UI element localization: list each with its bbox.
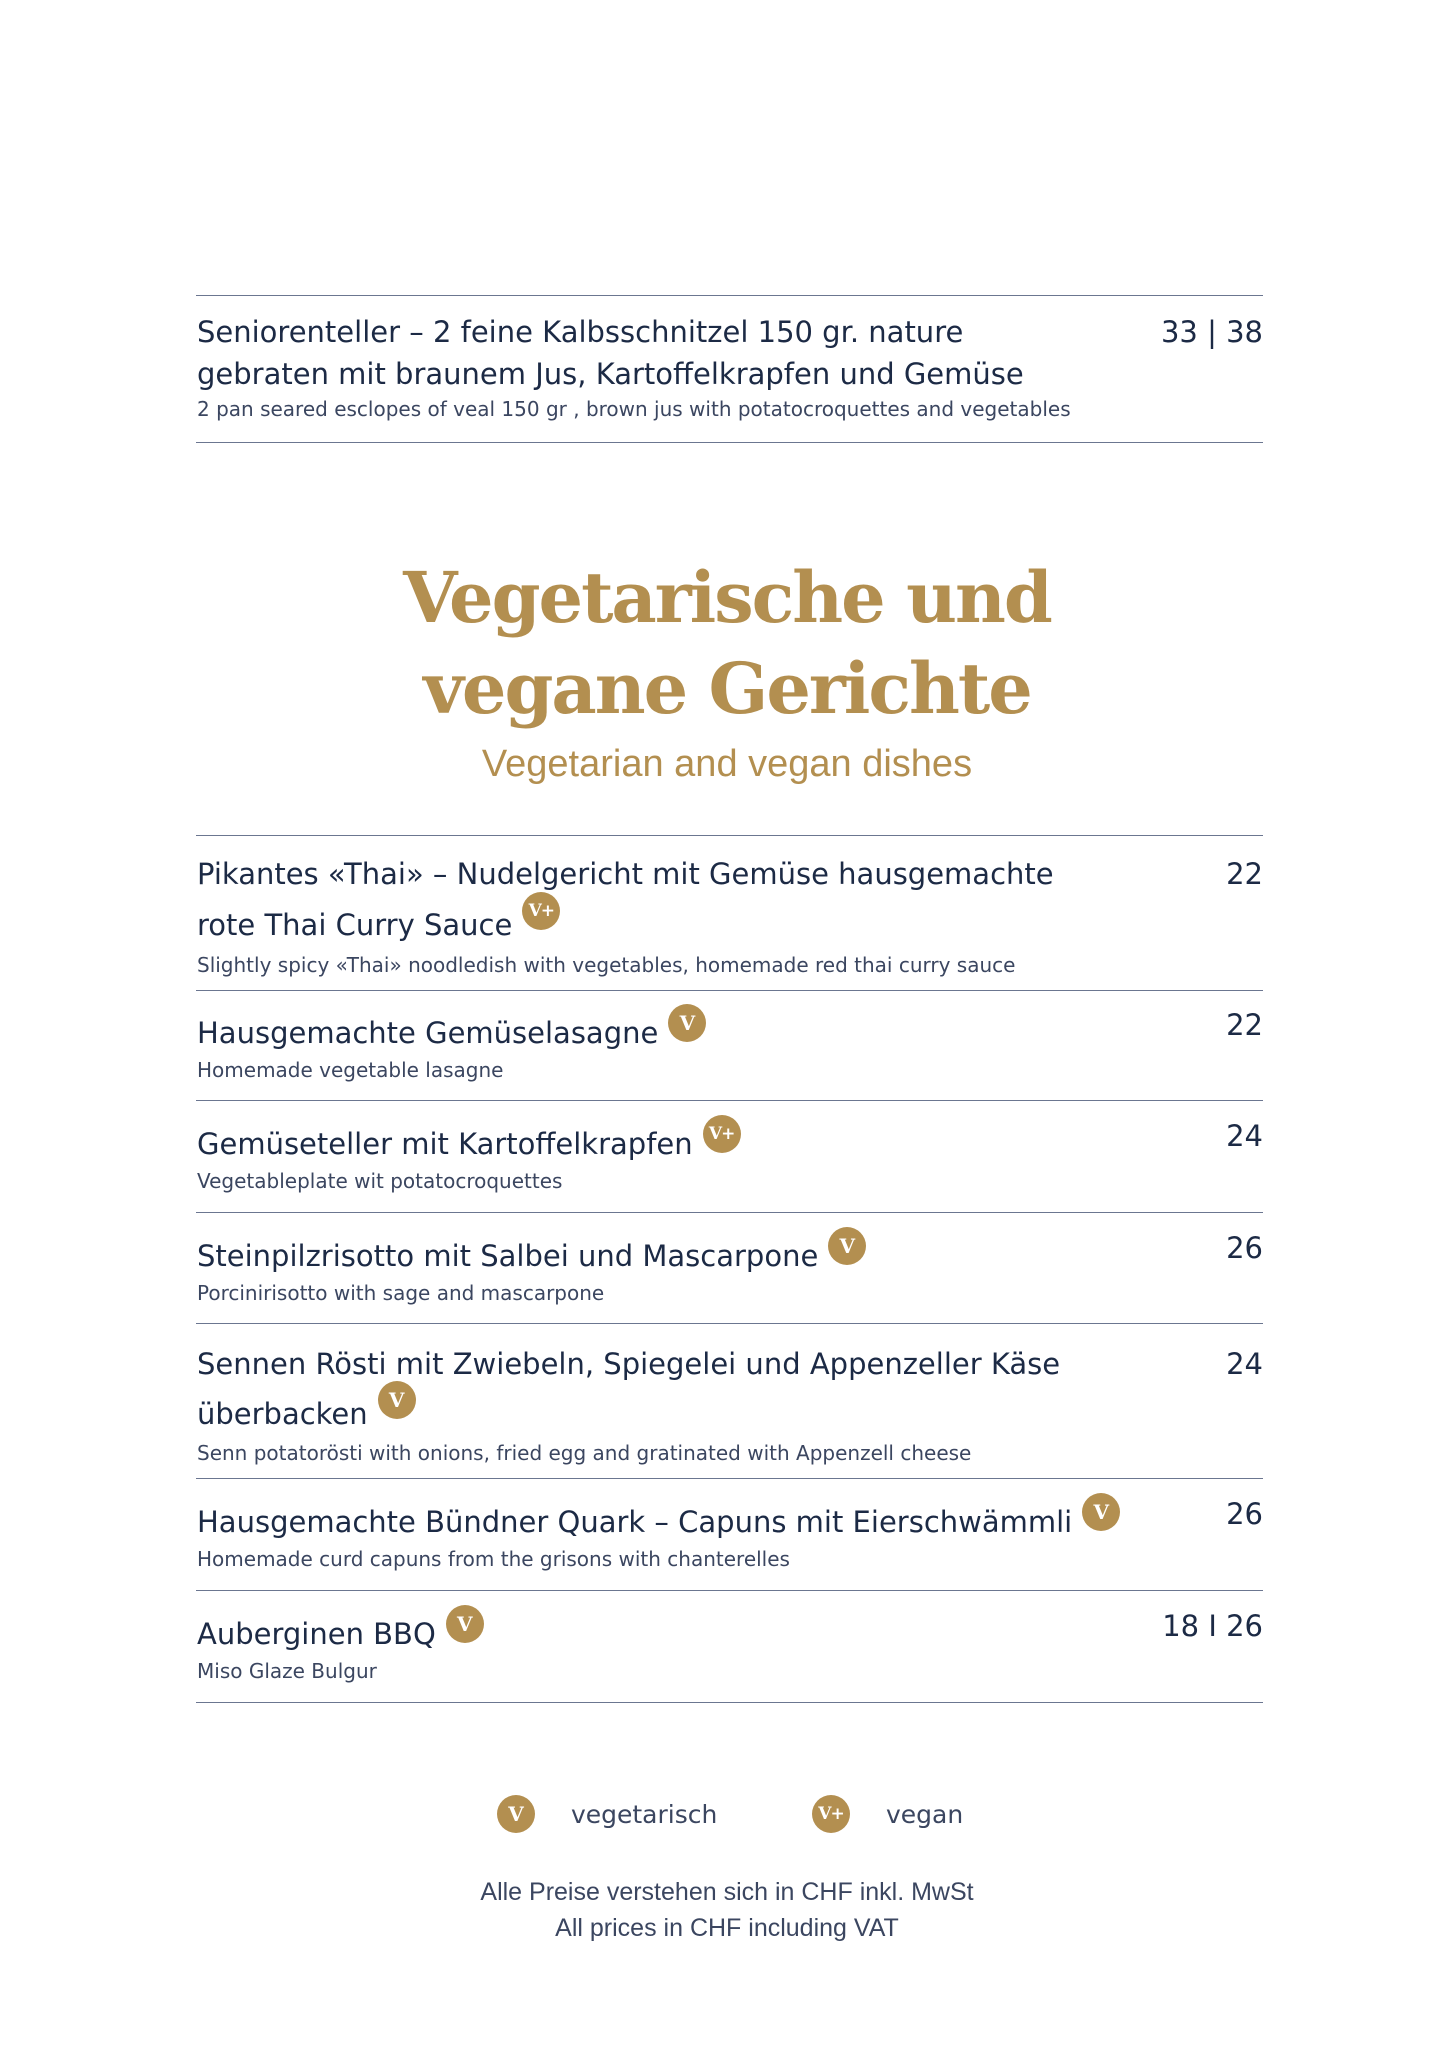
item-title-text: Auberginen BBQ bbox=[197, 1617, 436, 1651]
item-price: 18 I 26 bbox=[1162, 1609, 1263, 1643]
item-title-text: Steinpilzrisotto mit Salbei und Mascarpone bbox=[197, 1239, 819, 1273]
item-subtitle: Homemade curd capuns from the grisons with chanterelles bbox=[197, 1547, 790, 1571]
legend-vegetarian bbox=[497, 1795, 717, 1835]
item-title-text: Hausgemachte Gemüselasagne bbox=[197, 1016, 659, 1050]
item-subtitle: Slightly spicy «Thai» noodledish with vegetables, homemade red thai curry sauce bbox=[197, 953, 1016, 977]
menu-item-lasagne bbox=[197, 1008, 1263, 1084]
item-title bbox=[197, 1235, 1127, 1277]
divider bbox=[196, 1100, 1263, 1101]
item-price: 24 bbox=[1226, 1119, 1263, 1153]
menu-item-senior bbox=[197, 311, 1263, 423]
divider bbox=[196, 1478, 1263, 1479]
price-note-en: All prices in CHF including VAT bbox=[555, 1914, 899, 1942]
divider bbox=[196, 1702, 1263, 1703]
item-title bbox=[197, 849, 1117, 951]
menu-item-vegetable-plate bbox=[197, 1119, 1263, 1195]
item-price: 22 bbox=[1226, 857, 1263, 891]
item-subtitle: Senn potatorösti with onions, fried egg and gratinated with Appenzell cheese bbox=[197, 1441, 972, 1465]
item-price: 24 bbox=[1226, 1347, 1263, 1381]
item-title bbox=[197, 1613, 1127, 1655]
item-price: 26 bbox=[1226, 1497, 1263, 1531]
vegetarian-icon: V bbox=[1082, 1493, 1120, 1531]
divider bbox=[196, 1590, 1263, 1591]
item-title-text: Hausgemachte Bündner Quark – Capuns mit Eierschwämmli bbox=[197, 1505, 1073, 1539]
divider bbox=[196, 295, 1263, 296]
menu-item-capuns bbox=[197, 1497, 1263, 1573]
vegetarian-icon: V bbox=[446, 1605, 484, 1643]
divider bbox=[196, 1323, 1263, 1324]
item-title bbox=[197, 1012, 1127, 1054]
divider bbox=[196, 990, 1263, 991]
vegan-icon: V+ bbox=[703, 1115, 741, 1153]
item-subtitle: Homemade vegetable lasagne bbox=[197, 1058, 504, 1082]
divider bbox=[196, 1212, 1263, 1213]
divider bbox=[196, 835, 1263, 836]
item-price: 22 bbox=[1226, 1008, 1263, 1042]
legend-label: vegetarisch bbox=[570, 1800, 718, 1829]
item-title-text: Gemüseteller mit Kartoffelkrapfen bbox=[197, 1127, 693, 1161]
item-title bbox=[197, 1501, 1127, 1543]
vegetarian-icon: V bbox=[378, 1381, 416, 1419]
legend-vegan bbox=[812, 1795, 963, 1835]
divider bbox=[196, 442, 1263, 443]
item-subtitle: Vegetableplate wit potatocroquettes bbox=[197, 1169, 563, 1193]
vegetarian-icon: V bbox=[668, 1004, 706, 1042]
item-price: 26 bbox=[1226, 1231, 1263, 1265]
item-title bbox=[197, 1339, 1097, 1439]
item-title: Seniorenteller – 2 feine Kalbsschnitzel 150 gr. nature gebraten mit braunem Jus, Kartoffelkrapfen und Gemüse bbox=[197, 315, 1024, 391]
item-subtitle: Miso Glaze Bulgur bbox=[197, 1659, 377, 1683]
item-price: 33 | 38 bbox=[1160, 315, 1263, 349]
price-note-de: Alle Preise verstehen sich in CHF inkl. MwSt bbox=[480, 1878, 974, 1906]
menu-item-aubergine bbox=[197, 1609, 1263, 1685]
section-heading-line2: vegane Gerichte bbox=[423, 647, 1031, 730]
item-title bbox=[197, 1123, 1127, 1165]
vegetarian-icon: V bbox=[497, 1795, 535, 1833]
vegetarian-icon: V bbox=[828, 1227, 866, 1265]
menu-item-roesti bbox=[197, 1339, 1263, 1467]
legend-label: vegan bbox=[885, 1800, 964, 1829]
vegan-icon: V+ bbox=[812, 1795, 850, 1833]
menu-item-risotto bbox=[197, 1231, 1263, 1307]
item-title-text: Pikantes «Thai» – Nudelgericht mit Gemüse hausgemachte rote Thai Curry Sauce bbox=[197, 857, 1054, 942]
vegan-icon: V+ bbox=[522, 892, 560, 930]
item-subtitle: 2 pan seared esclopes of veal 150 gr , brown jus with potatocroquettes and vegetables bbox=[197, 397, 1071, 421]
section-subheading: Vegetarian and vegan dishes bbox=[481, 743, 973, 785]
item-subtitle: Porcinirisotto with sage and mascarpone bbox=[197, 1281, 605, 1305]
section-heading-line1: Vegetarische und bbox=[403, 556, 1051, 639]
menu-item-thai bbox=[197, 849, 1263, 979]
item-title-text: Sennen Rösti mit Zwiebeln, Spiegelei und Appenzeller Käse überbacken bbox=[197, 1347, 1061, 1431]
